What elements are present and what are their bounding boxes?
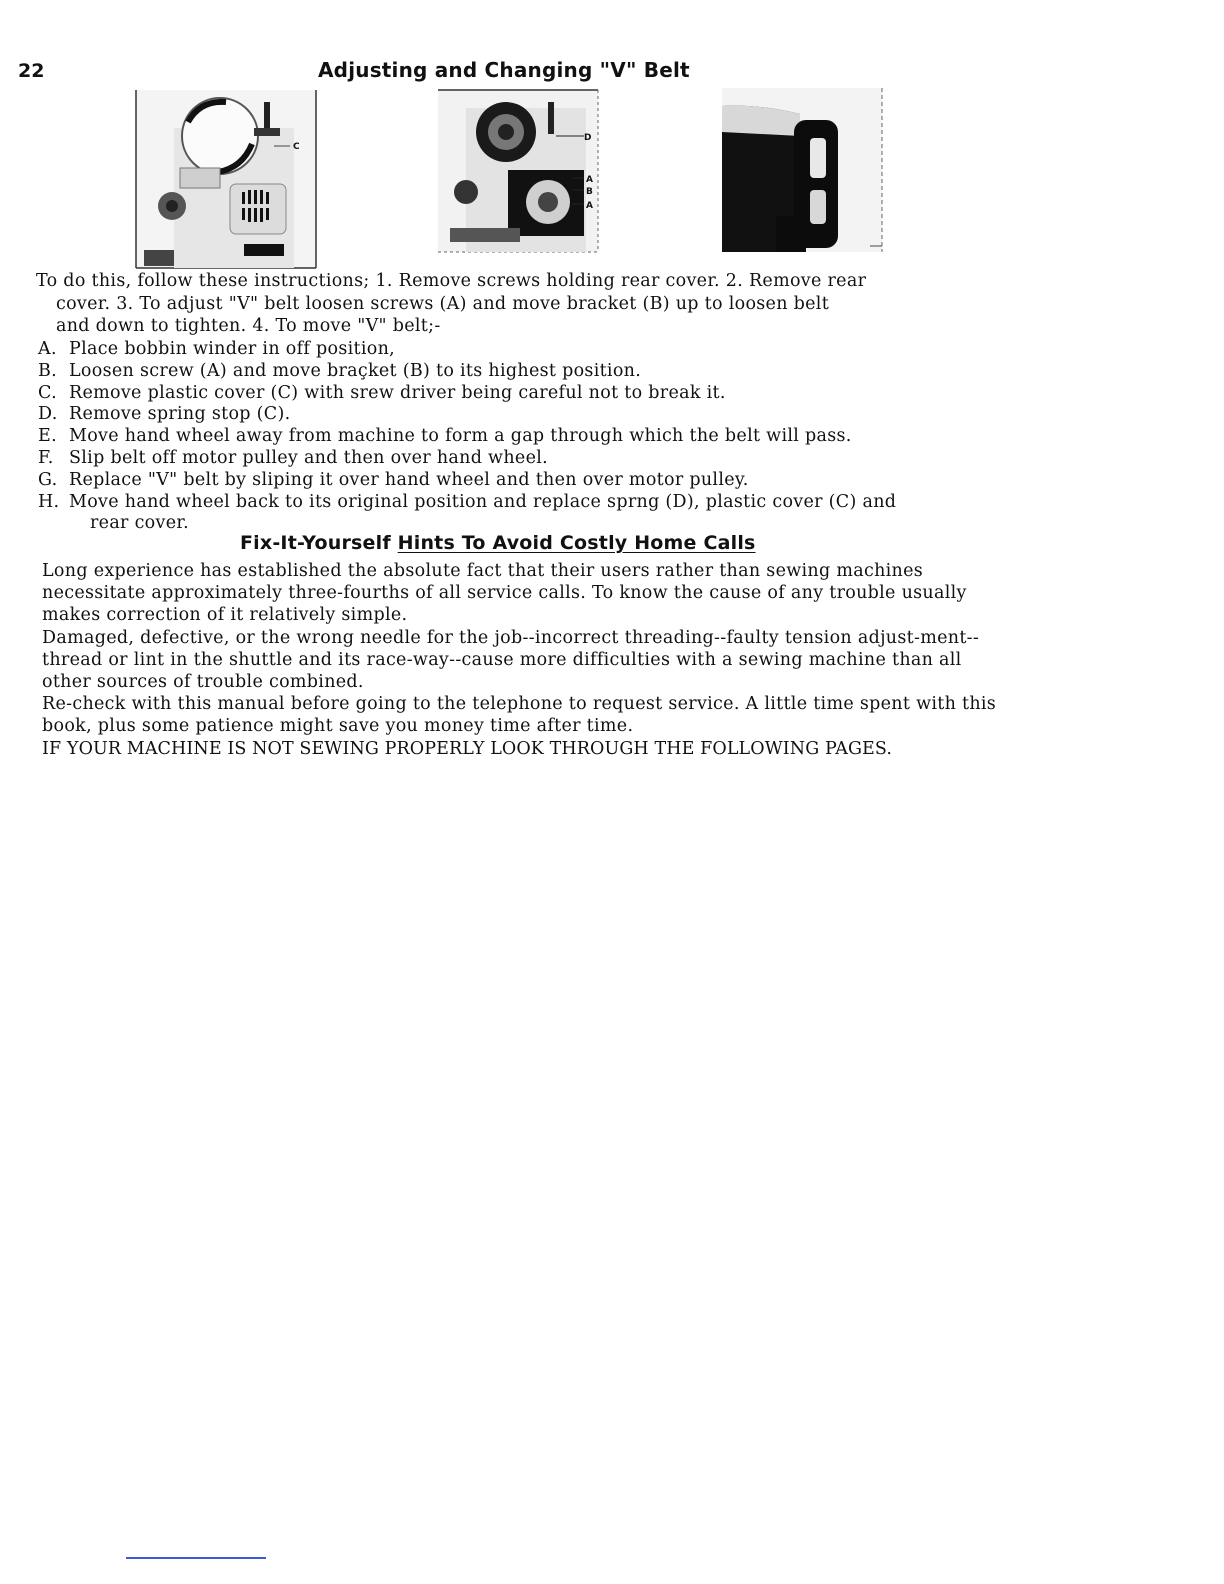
hints-paragraph: Damaged, defective, or the wrong needle for the job--incorrect threading--faulty tension adjust-ment--thread or lint in the shuttle and its race-way--cause more difficulties with a sewing machine than all other sources of trouble combined. (42, 627, 980, 693)
step-text: Move hand wheel away from machine to form a gap through which the belt will pass. (69, 426, 852, 447)
step-item (38, 339, 998, 361)
section-heading-plain: Fix-It-Yourself (240, 532, 398, 554)
step-item (38, 404, 998, 426)
step-letter: A. (38, 339, 57, 359)
intro-line-2: cover. 3. To adjust "V" belt loosen screws (A) and move bracket (B) up to loosen belt (56, 293, 830, 314)
photo-hand-wheel (720, 86, 888, 256)
hints-body (42, 560, 1002, 760)
label-b: B (586, 187, 593, 197)
step-letter: D. (38, 404, 58, 425)
page-title: Adjusting and Changing "V" Belt (318, 58, 690, 82)
step-item (38, 448, 998, 470)
step-item (38, 361, 998, 383)
hints-paragraph: Re-check with this manual before going to the telephone to request service. A little time spent with this book, plus some patience might save you money time after time. (42, 694, 997, 737)
step-letter: E. (38, 426, 57, 447)
intro-line-3: and down to tighten. 4. To move "V" belt;- (56, 316, 441, 336)
step-text: Slip belt off motor pulley and then over hand wheel. (69, 447, 548, 468)
step-letter: F. (38, 447, 54, 468)
step-item (38, 470, 998, 492)
hints-paragraph: Long experience has established the absolute fact that their users rather than sewing machines necessitate approximately three-fourths of all service calls. To know the cause of any trouble usually makes correction of it relatively simple. (42, 561, 967, 626)
label-a-lower: A (586, 201, 593, 211)
step-text: Place bobbin winder in off position, (69, 339, 396, 359)
step-text: Move hand wheel back to its original position and replace sprng (D), plastic cover (C) and (69, 491, 897, 512)
footer-rule (126, 1557, 266, 1559)
step-letter: H. (38, 491, 60, 512)
step-text: Loosen screw (A) and move braçket (B) to its highest position. (69, 360, 642, 381)
label-a-upper: A (586, 175, 593, 185)
step-letter: C. (38, 382, 57, 403)
label-c: C (293, 142, 300, 152)
step-item (38, 492, 998, 514)
step-text: Replace "V" belt by sliping it over hand wheel and then over motor pulley. (69, 469, 749, 490)
step-h-continuation: rear cover. (90, 513, 189, 534)
label-d: D (584, 133, 592, 143)
step-text: Remove spring stop (C). (69, 404, 291, 425)
step-item (38, 383, 998, 405)
photo-bracket-screws (436, 88, 602, 256)
intro-instructions (36, 270, 996, 338)
section-heading-underlined: Hints To Avoid Costly Home Calls (397, 532, 756, 554)
photo-rear-cover (134, 88, 320, 272)
step-text: Remove plastic cover (C) with srew driver being careful not to break it. (69, 382, 726, 403)
step-item (38, 426, 998, 448)
intro-line-1: To do this, follow these instructions; 1. Remove screws holding rear cover. 2. Remove rear (36, 271, 867, 291)
step-letter: B. (38, 360, 58, 381)
section-heading (240, 532, 756, 554)
hints-closing: IF YOUR MACHINE IS NOT SEWING PROPERLY LOOK THROUGH THE FOLLOWING PAGES. (42, 738, 893, 759)
steps-list (38, 339, 998, 535)
page-number: 22 (18, 60, 45, 82)
step-letter: G. (38, 469, 58, 490)
